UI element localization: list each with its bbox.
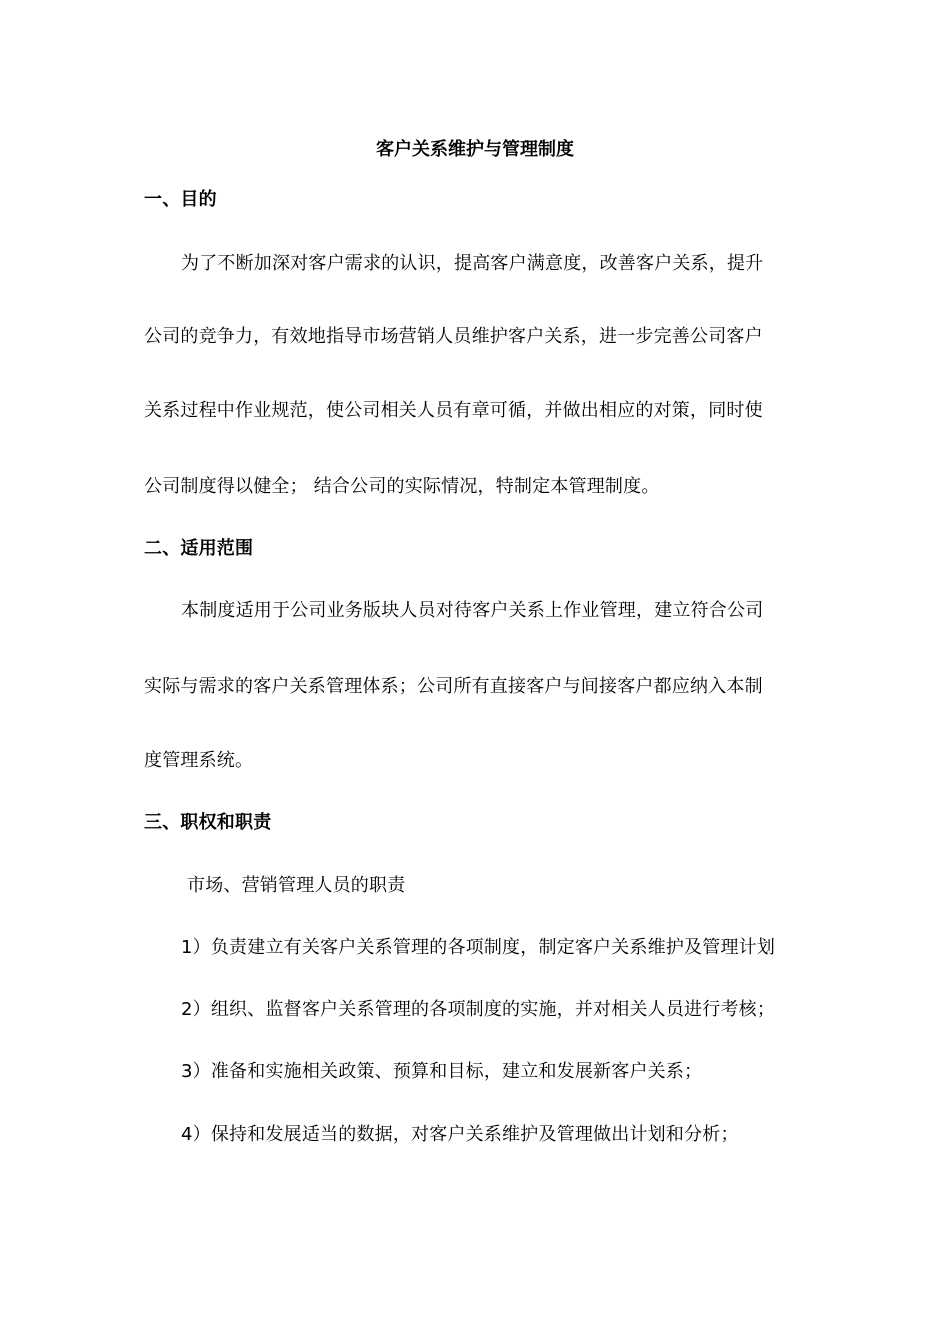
paragraph-line: 关系过程中作业规范，使公司相关人员有章可循，并做出相应的对策，同时使 (144, 400, 763, 421)
list-item: 1）负责建立有关客户关系管理的各项制度，制定客户关系维护及管理计划 (181, 937, 776, 958)
paragraph-line: 公司的竞争力，有效地指导市场营销人员维护客户关系，进一步完善公司客户 (144, 326, 763, 347)
paragraph-line: 实际与需求的客户关系管理体系；公司所有直接客户与间接客户都应纳入本制 (144, 676, 763, 697)
list-item: 2）组织、监督客户关系管理的各项制度的实施，并对相关人员进行考核； (181, 999, 776, 1020)
section-heading-responsibilities: 三、职权和职责 (144, 812, 272, 833)
subheading: 市场、营销管理人员的职责 (187, 875, 406, 896)
paragraph-line: 度管理系统。 (144, 750, 254, 771)
paragraph-line: 本制度适用于公司业务版块人员对待客户关系上作业管理，建立符合公司 (181, 600, 764, 621)
section-heading-scope: 二、适用范围 (144, 538, 254, 559)
paragraph-line: 为了不断加深对客户需求的认识，提高客户满意度，改善客户关系，提升 (181, 253, 764, 274)
list-item: 3）准备和实施相关政策、预算和目标，建立和发展新客户关系； (181, 1061, 703, 1082)
document-title: 客户关系维护与管理制度 (376, 139, 574, 160)
paragraph-line: 公司制度得以健全； 结合公司的实际情况，特制定本管理制度。 (144, 476, 660, 497)
section-heading-purpose: 一、目的 (144, 189, 217, 210)
list-item: 4）保持和发展适当的数据，对客户关系维护及管理做出计划和分析； (181, 1124, 739, 1145)
